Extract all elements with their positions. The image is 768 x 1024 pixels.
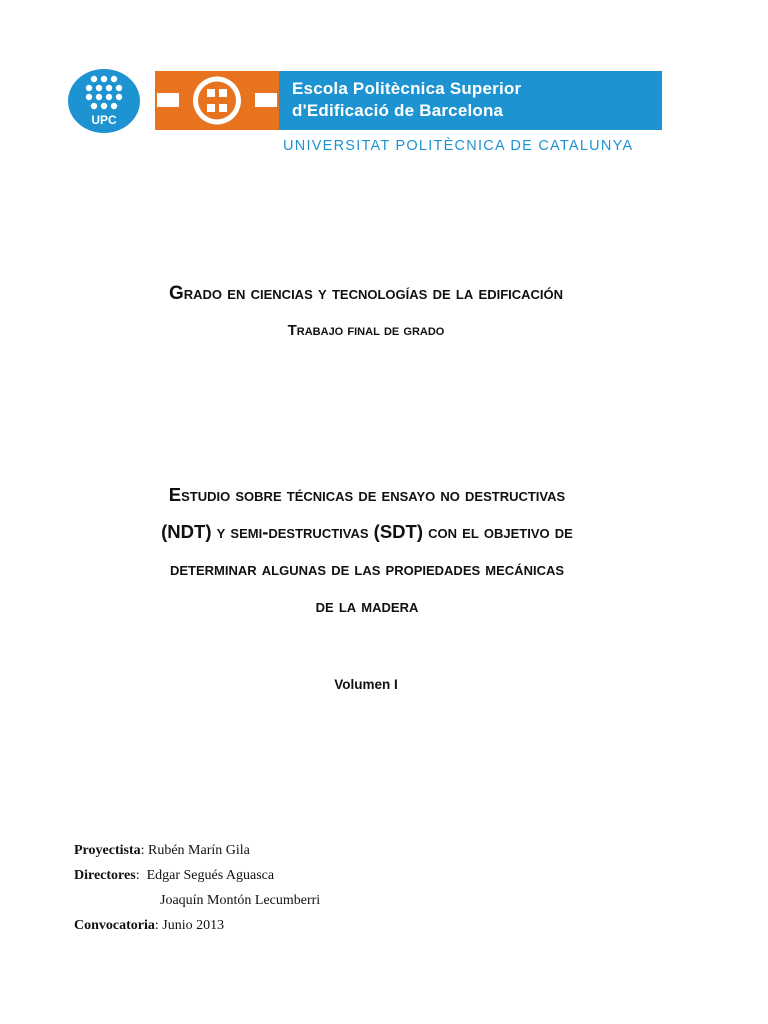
convocatoria-row: Convocatoria: Junio 2013 [74,918,225,933]
thesis-title-line: de la madera [315,595,419,616]
credits-block [74,838,320,938]
upc-logo-text: UPC [91,113,117,127]
epseb-logo-mark [155,71,279,130]
school-name-line2: d'Edificació de Barcelona [292,101,504,120]
director-name: Joaquín Montón Lecumberri [160,893,321,908]
thesis-title-line: Estudio sobre técnicas de ensayo no destructivas [168,484,566,505]
convocatoria-label: Convocatoria [74,918,155,933]
epseb-emblem-icon [155,71,279,130]
directores-row-2 [74,888,320,913]
director-name: Edgar Segués Aguasca [146,868,275,883]
proyectista-name: Rubén Marín Gila [148,843,250,858]
volume-label: Volumen I [334,677,398,692]
proyectista-label: Proyectista [74,843,141,858]
university-name: UNIVERSITAT POLITÈCNICA DE CATALUNYA [283,138,634,154]
degree-title: Grado en ciencias y tecnologías de la edificación [168,283,564,304]
upc-seal-icon [68,69,140,133]
convocatoria-date: Junio 2013 [162,918,225,933]
document-type: Trabajo final de grado [287,322,445,339]
school-banner [279,71,662,130]
proyectista-row: Proyectista: Rubén Marín Gila [74,843,250,858]
thesis-title-line: (NDT) y semi-destructivas (SDT) con el objetivo de [161,521,573,542]
upc-logo [68,69,140,133]
school-name-line1: Escola Politècnica Superior [292,79,522,98]
thesis-title [74,476,660,624]
directores-label: Directores [74,868,136,883]
thesis-title-line: determinar algunas de las propiedades mecánicas [169,558,565,579]
directores-row: Directores: Edgar Segués Aguasca [74,868,275,883]
